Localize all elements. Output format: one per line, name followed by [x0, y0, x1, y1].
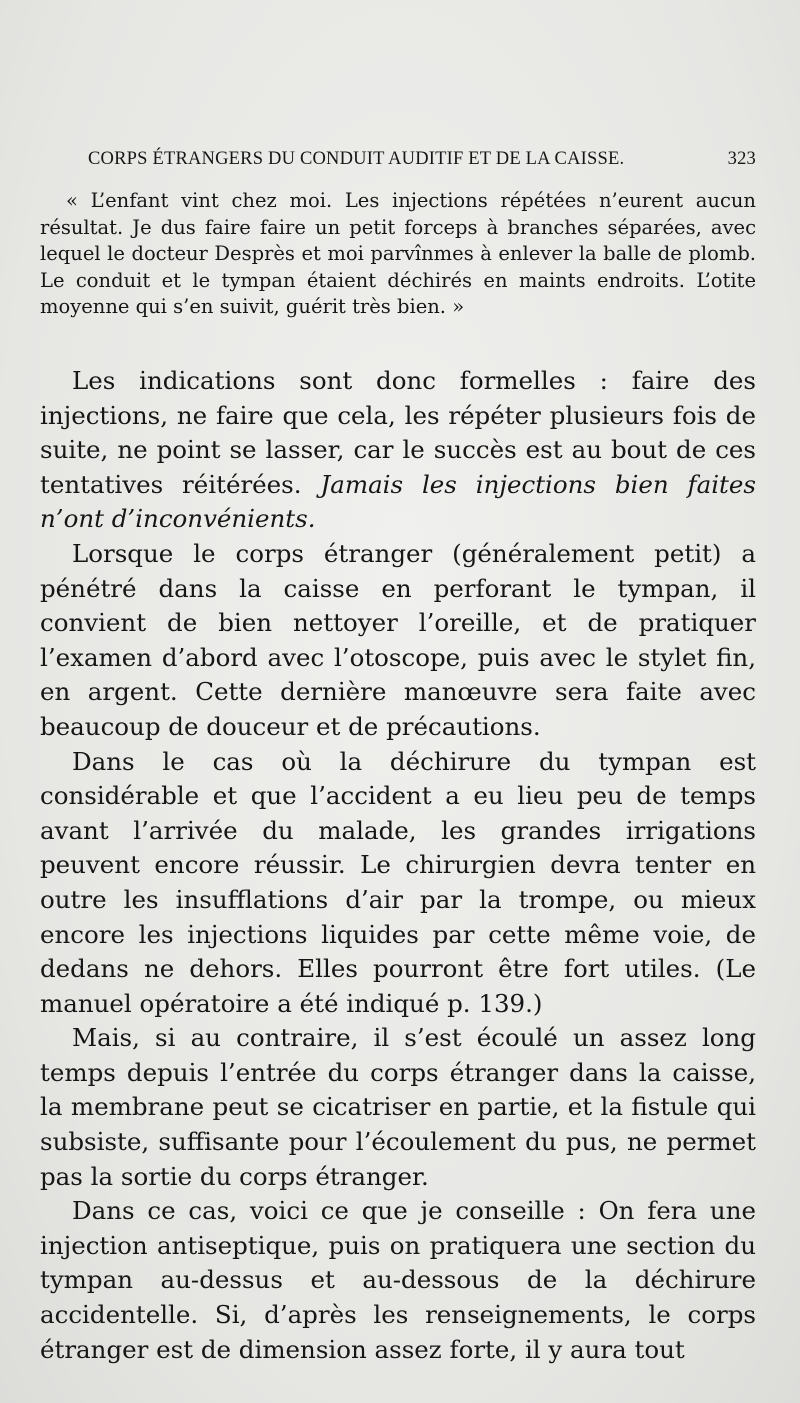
paragraph-5: Dans ce cas, voici ce que je conseille : On fera une injection antiseptique, puis on pratiquera une section du tympan au-dessus et au-dessous de la déchirure accidentelle. Si, d’après les renseignements, le corps étranger est de dimension assez forte, il y aura tout — [40, 1196, 756, 1364]
paragraph-3: Dans le cas où la déchirure du tympan est considérable et que l’accident a eu lieu peu de temps avant l’arrivée du malade, les grandes irrigations peuvent encore réussir. Le chirurgien devra tenter en outre les insufflations d’air par la trompe, ou mieux encore les injections liquides par cette même voie, de dedans ne dehors. Elles pourront être fort utiles. (Le manuel opératoire a été indiqué p. 139.) — [40, 746, 756, 1018]
page-number: 323 — [727, 149, 756, 169]
running-title: CORPS ÉTRANGERS DU CONDUIT AUDITIF ET DE LA CAISSE. — [88, 149, 625, 169]
paragraph-4: Mais, si au contraire, il s’est écoulé un assez long temps depuis l’entrée du corps étranger dans la caisse, la membrane peut se cicatriser en partie, et la fistule qui subsiste, suffisante pour l’écoulement du pus, ne permet pas la sortie du corps étranger. — [40, 1023, 756, 1191]
quote-text: « L’enfant vint chez moi. Les injections répétées n’eurent aucun résultat. Je dus faire faire un petit forceps à branches séparées, avec lequel le docteur Desprès et moi parvînmes à enlever la balle de plomb. Le conduit et le tympan étaient déchirés en maints endroits. L’otite moyenne qui s’en suivit, guérit très bien. » — [40, 189, 756, 319]
running-header — [88, 149, 756, 170]
paragraph-1-italic: Jamais les injections bien faites n’ont d’inconvénients. — [40, 469, 756, 534]
paragraph-1 — [40, 364, 756, 537]
paragraph-2: Lorsque le corps étranger (généralement petit) a pénétré dans la caisse en perforant le tympan, il convient de bien nettoyer l’oreille, et de pratiquer l’examen d’abord avec l’otoscope, puis avec le stylet fin, en argent. Cette dernière manœuvre sera faite avec beaucoup de douceur et de précautions. — [40, 538, 756, 741]
quoted-passage — [40, 188, 756, 321]
body-text — [40, 364, 756, 1367]
paragraph-1-text: Les indications sont donc formelles : faire des injections, ne faire que cela, les répéter plusieurs fois de suite, ne point se lasser, car le succès est au bout de ces tentatives réitérées. — [40, 366, 756, 499]
